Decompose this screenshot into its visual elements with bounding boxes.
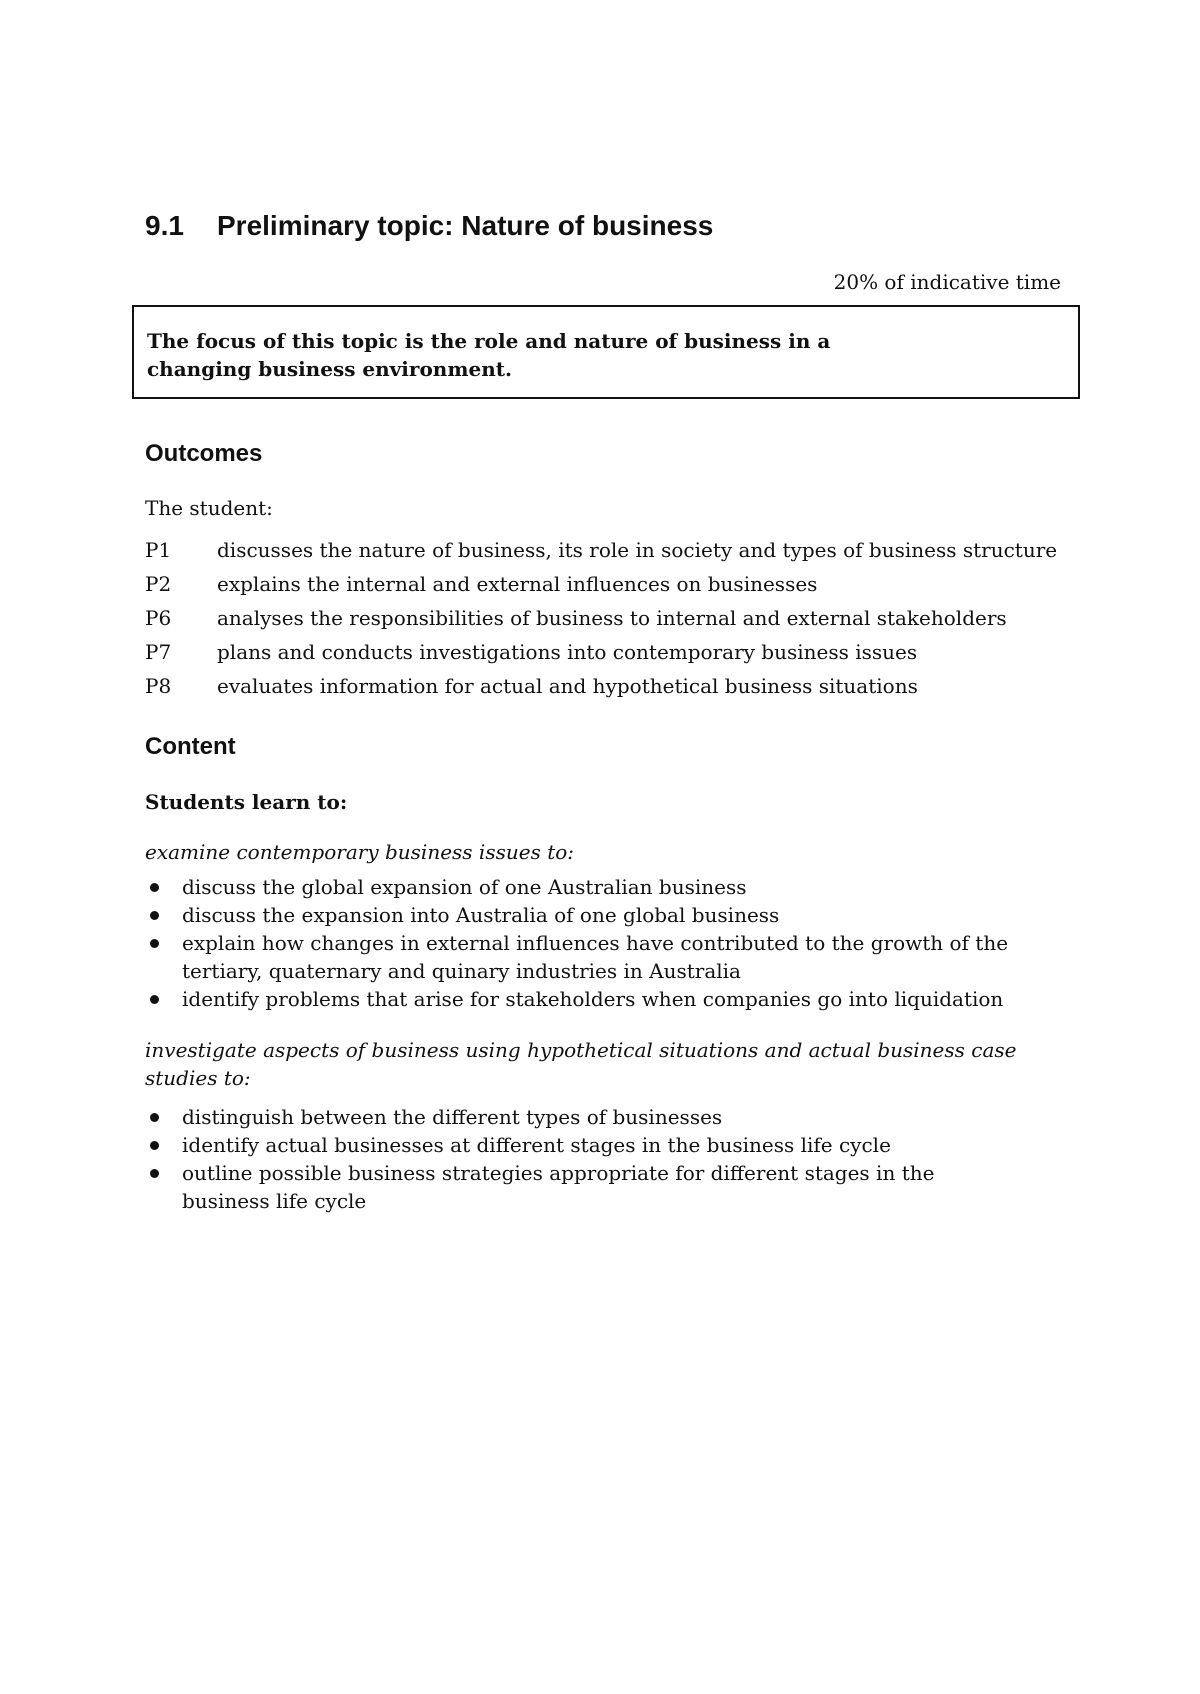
section-title: Preliminary topic: Nature of business <box>217 210 714 241</box>
outcome-code: P6 <box>145 606 172 630</box>
bullet-icon <box>145 929 182 957</box>
list-item <box>145 985 1075 1013</box>
outcome-item <box>145 567 1057 601</box>
bullet-icon <box>145 873 182 901</box>
list-item <box>145 873 1075 901</box>
outcome-item <box>145 669 1057 703</box>
list-item-text: discuss the expansion into Australia of one global business <box>182 903 780 927</box>
outcome-text: plans and conducts investigations into contemporary business issues <box>217 640 918 664</box>
list-item-text: outline possible business strategies appropriate for different stages in the business life cycle <box>182 1161 935 1213</box>
list-item-text: identify actual businesses at different stages in the business life cycle <box>182 1133 891 1157</box>
list-item-text: identify problems that arise for stakeholders when companies go into liquidation <box>182 987 1004 1011</box>
focus-box <box>132 305 1080 399</box>
bullet-icon <box>145 985 182 1013</box>
bullet-icon <box>145 1159 182 1187</box>
outcome-code: P2 <box>145 572 172 596</box>
content-group-list <box>145 1103 1075 1215</box>
outcomes-list <box>145 533 1057 703</box>
bullet-icon <box>145 1103 182 1131</box>
outcome-text: analyses the responsibilities of business to internal and external stakeholders <box>217 606 1007 630</box>
students-learn-to-heading: Students learn to: <box>145 790 348 814</box>
outcome-code: P8 <box>145 674 172 698</box>
outcome-text: explains the internal and external influences on businesses <box>217 572 818 596</box>
outcome-code: P1 <box>145 538 172 562</box>
indicative-time-note: 20% of indicative time <box>833 270 1061 294</box>
outcome-item <box>145 533 1057 567</box>
outcome-text: evaluates information for actual and hypothetical business situations <box>217 674 918 698</box>
section-heading <box>145 208 713 244</box>
list-item-text: explain how changes in external influences have contributed to the growth of the tertiary, quaternary and quinary industries in Australia <box>182 931 1009 983</box>
list-item-text: discuss the global expansion of one Australian business <box>182 875 747 899</box>
list-item <box>145 1103 1075 1131</box>
outcomes-title: Outcomes <box>145 440 263 467</box>
section-number: 9.1 <box>145 210 184 241</box>
content-group-list <box>145 873 1075 1013</box>
list-item <box>145 901 1075 929</box>
outcome-text: discusses the nature of business, its role in society and types of business structure <box>217 538 1058 562</box>
bullet-icon <box>145 901 182 929</box>
focus-statement: The focus of this topic is the role and nature of business in a changing business environment. <box>147 329 831 381</box>
bullet-icon <box>145 1131 182 1159</box>
outcome-code: P7 <box>145 640 172 664</box>
list-item-text: distinguish between the different types of businesses <box>182 1105 723 1129</box>
outcome-item <box>145 635 1057 669</box>
content-title: Content <box>145 733 236 760</box>
outcome-item <box>145 601 1057 635</box>
content-group-title: investigate aspects of business using hypothetical situations and actual business case studies to: <box>145 1038 1017 1090</box>
outcomes-lead: The student: <box>145 496 273 520</box>
list-item <box>145 1131 1075 1159</box>
list-item <box>145 1159 1075 1215</box>
list-item <box>145 929 1075 985</box>
content-group-title: examine contemporary business issues to: <box>145 840 575 864</box>
